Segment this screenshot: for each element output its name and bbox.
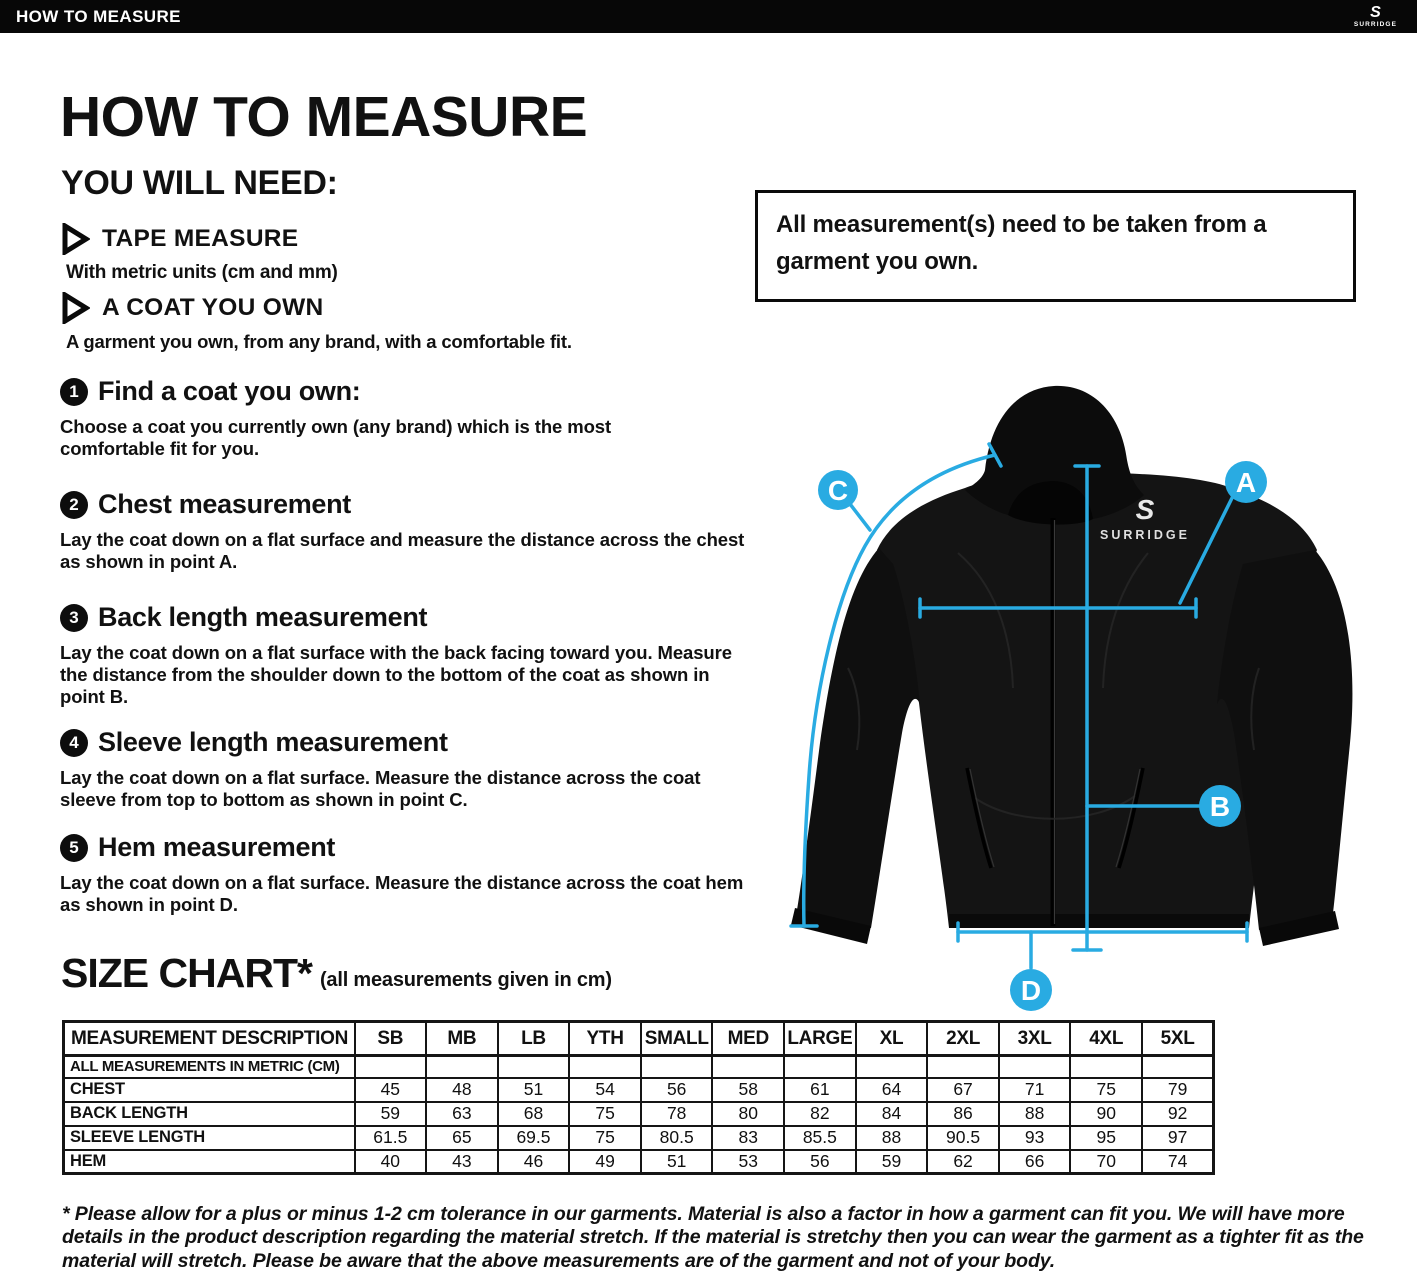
value-cell: 61: [784, 1078, 856, 1102]
value-cell: 61.5: [355, 1126, 427, 1150]
value-cell: 43: [426, 1150, 498, 1174]
column-header: LARGE: [784, 1022, 856, 1056]
value-cell: 88: [999, 1102, 1071, 1126]
empty-cell: [355, 1056, 427, 1078]
you-will-need-heading: YOU WILL NEED:: [61, 164, 338, 202]
value-cell: 53: [712, 1150, 784, 1174]
value-cell: 56: [641, 1078, 713, 1102]
value-cell: 51: [641, 1150, 713, 1174]
size-chart-table: [62, 1020, 1215, 1175]
step-number-badge: 3: [60, 604, 88, 632]
requirement-label: A COAT YOU OWN: [102, 294, 324, 321]
value-cell: 86: [927, 1102, 999, 1126]
value-cell: 97: [1142, 1126, 1214, 1150]
empty-cell: [856, 1056, 928, 1078]
value-cell: 48: [426, 1078, 498, 1102]
empty-cell: [426, 1056, 498, 1078]
jacket-measurement-diagram: [753, 368, 1365, 1023]
size-chart-heading: [61, 950, 612, 997]
value-cell: 75: [569, 1126, 641, 1150]
column-header: MB: [426, 1022, 498, 1056]
step-number-badge: 2: [60, 491, 88, 519]
value-cell: 79: [1142, 1078, 1214, 1102]
step-item-4: [60, 727, 750, 811]
column-header: SB: [355, 1022, 427, 1056]
value-cell: 63: [426, 1102, 498, 1126]
row-label-cell: SLEEVE LENGTH: [64, 1126, 355, 1150]
step-item-1: [60, 376, 750, 460]
empty-cell: [641, 1056, 713, 1078]
table-row: [64, 1078, 1214, 1102]
empty-cell: [784, 1056, 856, 1078]
empty-cell: [498, 1056, 570, 1078]
top-bar-title: HOW TO MEASURE: [16, 6, 181, 26]
step-description: Lay the coat down on a flat surface. Measure the distance across the coat sleeve from top to bottom as shown in point C.: [60, 767, 701, 811]
column-header: 2XL: [927, 1022, 999, 1056]
triangle-bullet-icon: [60, 223, 90, 255]
page-title: HOW TO MEASURE: [60, 85, 588, 149]
step-description: Lay the coat down on a flat surface. Measure the distance across the coat hem as shown in point D.: [60, 872, 744, 916]
point-c-label: C: [827, 475, 849, 506]
empty-cell: [712, 1056, 784, 1078]
value-cell: 80.5: [641, 1126, 713, 1150]
chest-logo-wordmark: SURRIDGE: [1100, 528, 1190, 542]
value-cell: 68: [498, 1102, 570, 1126]
step-number-badge: 5: [60, 834, 88, 862]
value-cell: 54: [569, 1078, 641, 1102]
value-cell: 70: [1070, 1150, 1142, 1174]
column-header: 4XL: [1070, 1022, 1142, 1056]
value-cell: 45: [355, 1078, 427, 1102]
size-chart-title: SIZE CHART*: [61, 950, 312, 996]
step-title: Chest measurement: [98, 489, 351, 519]
table-row: [64, 1102, 1214, 1126]
row-label-cell: HEM: [64, 1150, 355, 1174]
requirement-label: TAPE MEASURE: [102, 225, 299, 252]
step-item-2: [60, 489, 750, 573]
value-cell: 46: [498, 1150, 570, 1174]
column-header: YTH: [569, 1022, 641, 1056]
value-cell: 58: [712, 1078, 784, 1102]
step-title: Hem measurement: [98, 832, 336, 862]
value-cell: 93: [999, 1126, 1071, 1150]
value-cell: 62: [927, 1150, 999, 1174]
column-header: MEASUREMENT DESCRIPTION: [64, 1022, 355, 1056]
footnote: * Please allow for a plus or minus 1-2 cm tolerance in our garments. Material is also a factor in how a garment can fit you. We will have more details in the product description regarding the material stretch. If the material is stretchy then you can wear the garment as a tighter fit as the material will stretch. Please be aware that the above measurements are of the garment and not of your body.: [62, 1203, 1364, 1272]
triangle-bullet-icon: [60, 292, 90, 324]
row-label-cell: CHEST: [64, 1078, 355, 1102]
step-item-5: [60, 832, 750, 916]
requirement-coat: [60, 292, 760, 353]
size-chart-units-note: (all measurements given in cm): [319, 969, 612, 991]
value-cell: 49: [569, 1150, 641, 1174]
step-description: Lay the coat down on a flat surface and measure the distance across the chest as shown in point A.: [60, 529, 745, 573]
value-cell: 56: [784, 1150, 856, 1174]
point-d-label: D: [1020, 975, 1042, 1006]
requirement-tape-measure: [60, 223, 760, 284]
value-cell: 90.5: [927, 1126, 999, 1150]
column-header: XL: [856, 1022, 928, 1056]
table-row: [64, 1126, 1214, 1150]
empty-cell: [1142, 1056, 1214, 1078]
step-title: Sleeve length measurement: [98, 727, 448, 757]
value-cell: 78: [641, 1102, 713, 1126]
value-cell: 83: [712, 1126, 784, 1150]
value-cell: 75: [1070, 1078, 1142, 1102]
requirement-detail: With metric units (cm and mm): [66, 262, 338, 283]
step-number-badge: 4: [60, 729, 88, 757]
value-cell: 40: [355, 1150, 427, 1174]
value-cell: 69.5: [498, 1126, 570, 1150]
surridge-logo-letter: S: [1370, 3, 1381, 21]
table-row: [64, 1150, 1214, 1174]
column-header: 3XL: [999, 1022, 1071, 1056]
value-cell: 95: [1070, 1126, 1142, 1150]
value-cell: 66: [999, 1150, 1071, 1174]
chest-logo-letter: S: [1135, 494, 1155, 525]
step-title: Back length measurement: [98, 602, 428, 632]
callout-box: [755, 190, 1356, 302]
callout-text: All measurement(s) need to be taken from a garment you own.: [776, 211, 1267, 276]
step-description: Lay the coat down on a flat surface with the back facing toward you. Measure the distance from the shoulder down to the bottom of the coat as shown in point B.: [60, 642, 732, 708]
value-cell: 71: [999, 1078, 1071, 1102]
point-a-label: A: [1235, 467, 1257, 498]
column-header: MED: [712, 1022, 784, 1056]
table-note-row: [64, 1056, 1214, 1078]
value-cell: 65: [426, 1126, 498, 1150]
row-label-cell: BACK LENGTH: [64, 1102, 355, 1126]
column-header: LB: [498, 1022, 570, 1056]
empty-cell: [569, 1056, 641, 1078]
table-header-row: [64, 1022, 1214, 1056]
point-b-label: B: [1209, 791, 1231, 822]
step-title: Find a coat you own:: [98, 376, 361, 406]
value-cell: 88: [856, 1126, 928, 1150]
value-cell: 51: [498, 1078, 570, 1102]
jacket-hem-band: [949, 914, 1249, 928]
note-cell: ALL MEASUREMENTS IN METRIC (CM): [64, 1056, 355, 1078]
column-header: SMALL: [641, 1022, 713, 1056]
size-chart-table-container: [62, 1020, 1215, 1175]
step-item-3: [60, 602, 750, 709]
value-cell: 84: [856, 1102, 928, 1126]
surridge-logo-wordmark: SURRIDGE: [1353, 20, 1397, 28]
value-cell: 92: [1142, 1102, 1214, 1126]
top-bar: [0, 0, 1417, 33]
value-cell: 85.5: [784, 1126, 856, 1150]
requirement-detail: A garment you own, from any brand, with a comfortable fit.: [66, 331, 572, 352]
value-cell: 59: [355, 1102, 427, 1126]
empty-cell: [999, 1056, 1071, 1078]
empty-cell: [927, 1056, 999, 1078]
step-number-badge: 1: [60, 378, 88, 406]
value-cell: 80: [712, 1102, 784, 1126]
step-description: Choose a coat you currently own (any brand) which is the most comfortable fit for you.: [60, 416, 612, 460]
value-cell: 59: [856, 1150, 928, 1174]
value-cell: 75: [569, 1102, 641, 1126]
value-cell: 67: [927, 1078, 999, 1102]
value-cell: 82: [784, 1102, 856, 1126]
value-cell: 74: [1142, 1150, 1214, 1174]
value-cell: 90: [1070, 1102, 1142, 1126]
empty-cell: [1070, 1056, 1142, 1078]
column-header: 5XL: [1142, 1022, 1214, 1056]
surridge-logo-icon: [1354, 5, 1401, 29]
value-cell: 64: [856, 1078, 928, 1102]
